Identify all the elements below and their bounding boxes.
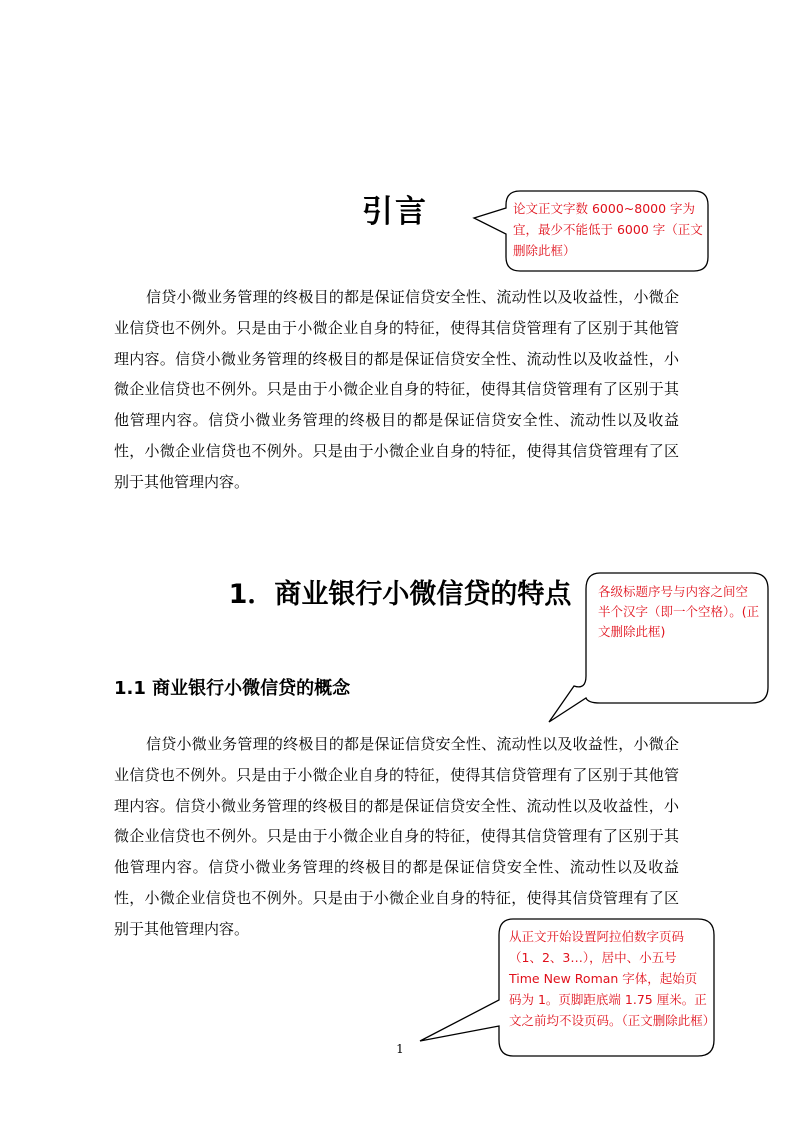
intro-paragraph: 信贷小微业务管理的终极目的都是保证信贷安全性、流动性以及收益性，小微企业信贷也不例外。只是由于小微企业自身的特征，使得其信贷管理有了区别于其他管理内容。信贷小微业务管理的终极目的都是保证信贷安全性、流动性以及收益性，小微企业信贷也不例外。只是由于小微企业自身的特征，使得其信贷管理有了区别于其他管理内容。信贷小微业务管理的终极目的都是保证信贷安全性、流动性以及收益性，小微企业信贷也不例外。只是由于小微企业自身的特征，使得其信贷管理有了区别于其他管理内容。	[114, 288, 679, 491]
page-number: 1	[396, 1042, 404, 1056]
page-number-note: 从正文开始设置阿拉伯数字页码（1、2、3…），居中、小五号 Time New Roman 字体，起始页码为 1。页脚距底端 1.75 厘米。正文之前均不设页码。（正文删除此框）	[509, 929, 716, 1028]
section-1-1-paragraph: 信贷小微业务管理的终极目的都是保证信贷安全性、流动性以及收益性，小微企业信贷也不例外。只是由于小微企业自身的特征，使得其信贷管理有了区别于其他管理内容。信贷小微业务管理的终极目的都是保证信贷安全性、流动性以及收益性，小微企业信贷也不例外。只是由于小微企业自身的特征，使得其信贷管理有了区别于其他管理内容。信贷小微业务管理的终极目的都是保证信贷安全性、流动性以及收益性，小微企业信贷也不例外。只是由于小微企业自身的特征，使得其信贷管理有了区别于其他管理内容。	[114, 735, 679, 938]
word-count-note: 论文正文字数 6000~8000 字为宜，最少不能低于 6000 字（正文删除此框）	[513, 201, 703, 258]
heading-spacing-note: 各级标题序号与内容之间空半个汉字（即一个空格）。(正文删除此框)	[598, 584, 760, 639]
heading-chapter-1: 1．商业银行小微信贷的特点	[228, 579, 572, 610]
heading-section-1-1: 1.1 商业银行小微信贷的概念	[114, 678, 351, 699]
heading-intro: 引言	[362, 194, 428, 230]
